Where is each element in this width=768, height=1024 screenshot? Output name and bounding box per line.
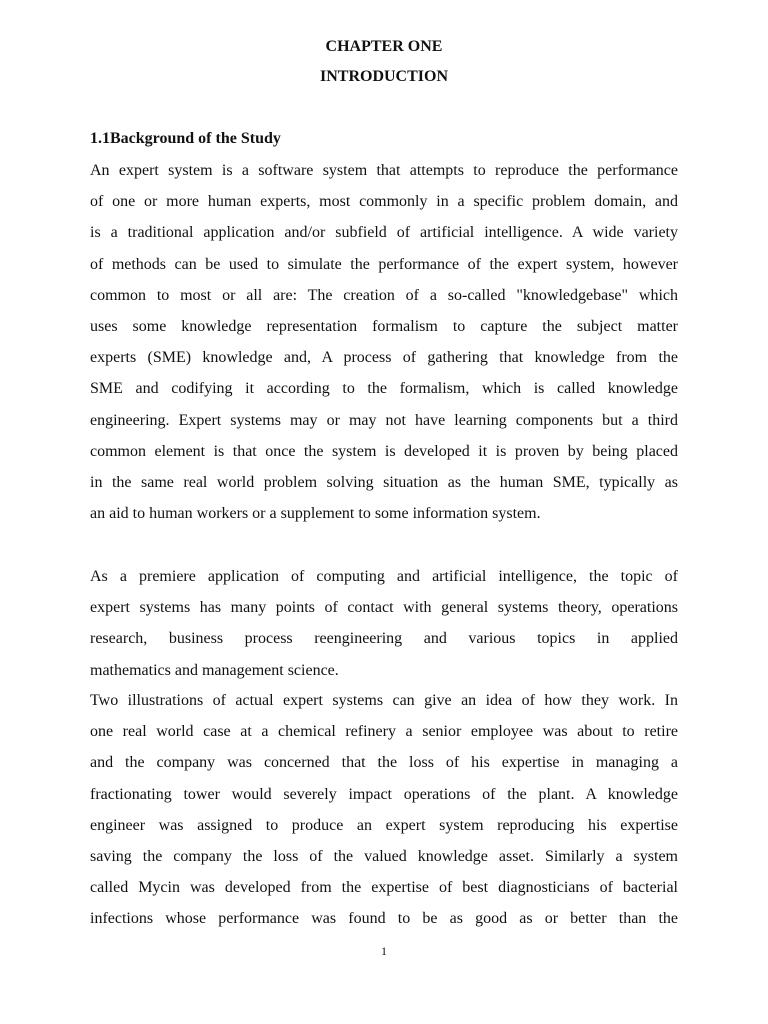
paragraph-applications [90,561,678,686]
paragraph-illustrations [90,685,678,935]
chapter-label: CHAPTER ONE [325,38,443,55]
chapter-title: INTRODUCTION [319,68,448,85]
paragraph-line: called Mycin was developed from the expertise of best diagnosticians of bacterial [90,879,678,897]
paragraph-line: uses some knowledge representation formalism to capture the subject matter [90,317,678,335]
paragraph-line: SME and codifying it according to the formalism, which is called knowledge [90,380,678,398]
paragraph-line: research, business process reengineering and various topics in applied [90,630,678,648]
paragraph-line: of methods can be used to simulate the performance of the expert system, however [90,255,678,273]
paragraph-line: As a premiere application of computing and artificial intelligence, the topic of [90,568,678,585]
paragraph-line: of one or more human experts, most commonly in a specific problem domain, and [90,193,678,211]
paragraph-line: Two illustrations of actual expert systems can give an idea of how they work. In [90,692,678,709]
paragraph-line: engineering. Expert systems may or may not have learning components but a third [90,411,678,429]
paragraph-line: An expert system is a software system that attempts to reproduce the performance [90,162,678,179]
paragraph-line: in the same real world problem solving situation as the human SME, typically as [90,473,678,491]
paragraph-line: an aid to human workers or a supplement to some information system. [90,505,541,523]
paragraph-background [90,155,678,529]
paragraph-line: infections whose performance was found to be as good as or better than the [90,910,678,928]
paragraph-line: expert systems has many points of contact with general systems theory, operations [90,599,678,617]
paragraph-line: is a traditional application and/or subfield of artificial intelligence. A wide variety [90,224,678,242]
paragraph-line: saving the company the loss of the valued knowledge asset. Similarly a system [90,847,678,865]
paragraph-line: fractionating tower would severely impact operations of the plant. A knowledge [90,785,678,803]
paragraph-line: and the company was concerned that the loss of his expertise in managing a [90,754,678,772]
page-number: 1 [381,944,387,958]
paragraph-line: mathematics and management science. [90,661,339,679]
paragraph-line: common element is that once the system is developed it is proven by being placed [90,442,678,460]
paragraph-line: engineer was assigned to produce an expert system reproducing his expertise [90,816,678,834]
paragraph-line: one real world case at a chemical refinery a senior employee was about to retire [90,723,678,741]
paragraph-line: experts (SME) knowledge and, A process of gathering that knowledge from the [90,349,678,367]
section-heading: 1.1Background of the Study [90,130,281,147]
paragraph-line: common to most or all are: The creation of a so-called "knowledgebase" which [90,286,678,304]
